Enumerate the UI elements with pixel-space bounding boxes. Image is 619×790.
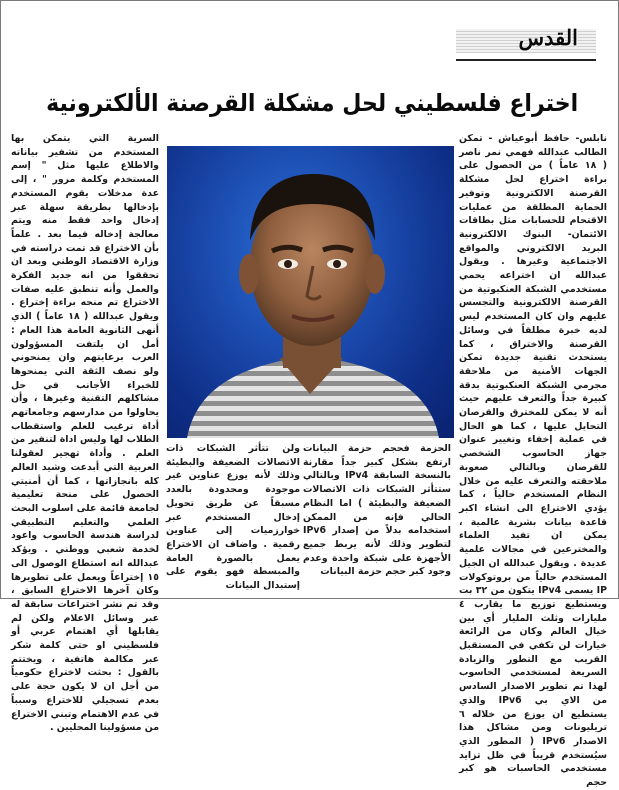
article-column-left [11,132,159,734]
article-headline: اختراع فلسطيني لحل مشكلة القرصنة الألكترونية [45,89,579,117]
article-column-mid-right [303,442,451,590]
article-text-mid-left: ولن تتأثر الشبكات ذات الاتصالات الضعيفة والبطيئة وذلك لأنه يوزع عناوين غير موجودة ومحدودة بالعدد مسبقاً عن طريق تحويل إدخال المستخدم عبر خوارزميات إلى عناوين رقمية . واضاف ان الاختراع يعمل بالصورة العامة والمبسطة فهو يقوم على إستبدال البيانات [166,443,300,592]
article-headline-container [45,83,579,123]
portrait-illustration [167,146,454,438]
article-text-left: السرية التي يتمكن بها المستخدم من تشفير بياناته والاطلاع عليها مثل " إسم المستخدم وكلمة مرور " ، إلى عدة مدخلات يقوم المستخدم بإدخالها بطريقة سهلة عبر إدخال واحد فقط منه ويتم معالجة إدخاله فيما بعد . علماً بأن الاختراع قد تمت دراسته في وزارة الاقتصاد الوطني وبعد ان تحققوا من انه جديد الفكرة والعمل وأنه تنطبق عليه صفات الاختراع تم منحه براءة إختراع . ويقول عبدالله ( ١٨ عاماً ) الذي أنهى الثانوية العامة هذا العام : أمل ان يلتفت المسؤولون العرب برعايتهم وان يمنحوني ولو نصف الثقة التي يمنحوها للخبراء الأجانب في حل مشاكلهم التقنية وغيرها ، وأن يحاولوا من مدارسهم وجامعاتهم أداة ترغيب للعلم واستقطاب الطلاب لها وليس اداة لتنفير من العلم . وأداة تهجير لعقولنا العربية التي أبدعت وشيد العالم كله بانجازاتها ، كما أن أمنيتي الحصول على منحة تعليمية لجامعة قائمة على اسلوب البحث العلمي والتعليم التطبيقي لدراسة هندسة الحاسوب واعود لخدمة شعبي ووطني . ويؤكد عبدالله انه استطاع الوصول الى ١٥ إختراعاً ويعمل على تطويرها وكان آخرها الاختراع السابق ، وقد تم نشر اختراعات سابقة له عبر وسائل الاعلام ولكن لم يقابلها أي اهتمام عربي أو فلسطيني او حتى كلمة شكر عبر مكالمة هاتفية ، ويختتم بالقول : بحثت لاختراع حكومياً من أجل ان لا يكون حجة على بعدم تسجيلي للاختراع وسبباً في عدم الاهتمام وتبني الاختراع من مسؤولينا المحليين . [11,133,159,734]
article-photo [167,146,454,438]
article-text-right: نابلس- حافظ أبوعياش - تمكن الطالب عبدالله فهمي نمر ناصر ( ١٨ عاماً ) من الحصول على براءة اختراع لحل مشكلة القرصنة الالكترونية وتوفير الحماية المطلقة من عمليات الاقتحام للحسابات مثل بطاقات الائتمان- البنوك الالكترونية البريد الالكتروني والمواقع الاجتماعية وغيرها . ويقول عبدالله ان اختراعه يحمي مستخدمي الشبكة العنكبوتية من القرصنة الالكترونية والتجسس عليهم وان كان المستخدم ليس لديه خبرة مطلقاً في وسائل القرصنة والاختراق ، كما يستحدث تقنية جديدة تمكن الجهات الأمنية من ملاحقة مجرمي الشبكة العنكبوتية بدقة كبيرة جداً والتعرف عليهم حيث أنه لا يمكن للمخترق والقرصان التحايل عليها ، كما هو الحال في عملية إخفاء وتغيير عنوان جهاز الحاسوب الشخصي للقرصان وبالتالي صعوبة ملاحقته والتعرف عليه من خلال النظام المستخدم حالياً ، كما يؤدي الاختراع الى انشاء اكبر قاعدة بيانات بشرية عالمية ، يمكن ان تفيد العلماء والمخترعين في مجالات علمية عديدة . ويقول عبدالله ان الجيل المستخدم حالياً من بروتوكولات IP يسمى IPv4 يتكون من ٣٢ بت ويستطيع توزيع ما يقارب ٤ مليارات وثلث المليار أي بين خيال العالم وكان من الرائعة خيارات لن تكفي في المستقبل القريب مع التطور والزيادة السريعة لمستخدمي الحاسوب لهذا تم تطوير الاصدار السادس من الاي بي IPv6 والذي يستطيع ان يوزع من خلاله ٦ تريليونات ومن مشاكل هذا الاصدار IPv6 ( المطور الذي سيُستخدم قريباً في ظل تزايد مستخدمي الحاسبات هو كبر حجم [459,133,608,789]
newspaper-logo: القدس [518,25,578,50]
article-column-right [459,132,608,789]
article-text-mid-right: الحزمة فحجم حزمة البيانات ارتفع بشكل كبير جداً مقارنة بالنسخة السابقة IPv4 وبالتالي ستتأثر الشبكات ذات الاتصالات الضعيفة والبطيئة ) اما النظام الحالي فإنه من الممكن استخدامه بدلاً من إصدار IPv6 لتطوير وذلك لأنه يربط جميع الأجهزة على شبكة واحدة وعدم وجود كبر حجم حزمة البيانات [303,443,451,578]
masthead-rule [456,59,596,61]
article-column-mid-left [166,442,300,590]
newspaper-masthead [456,21,596,61]
